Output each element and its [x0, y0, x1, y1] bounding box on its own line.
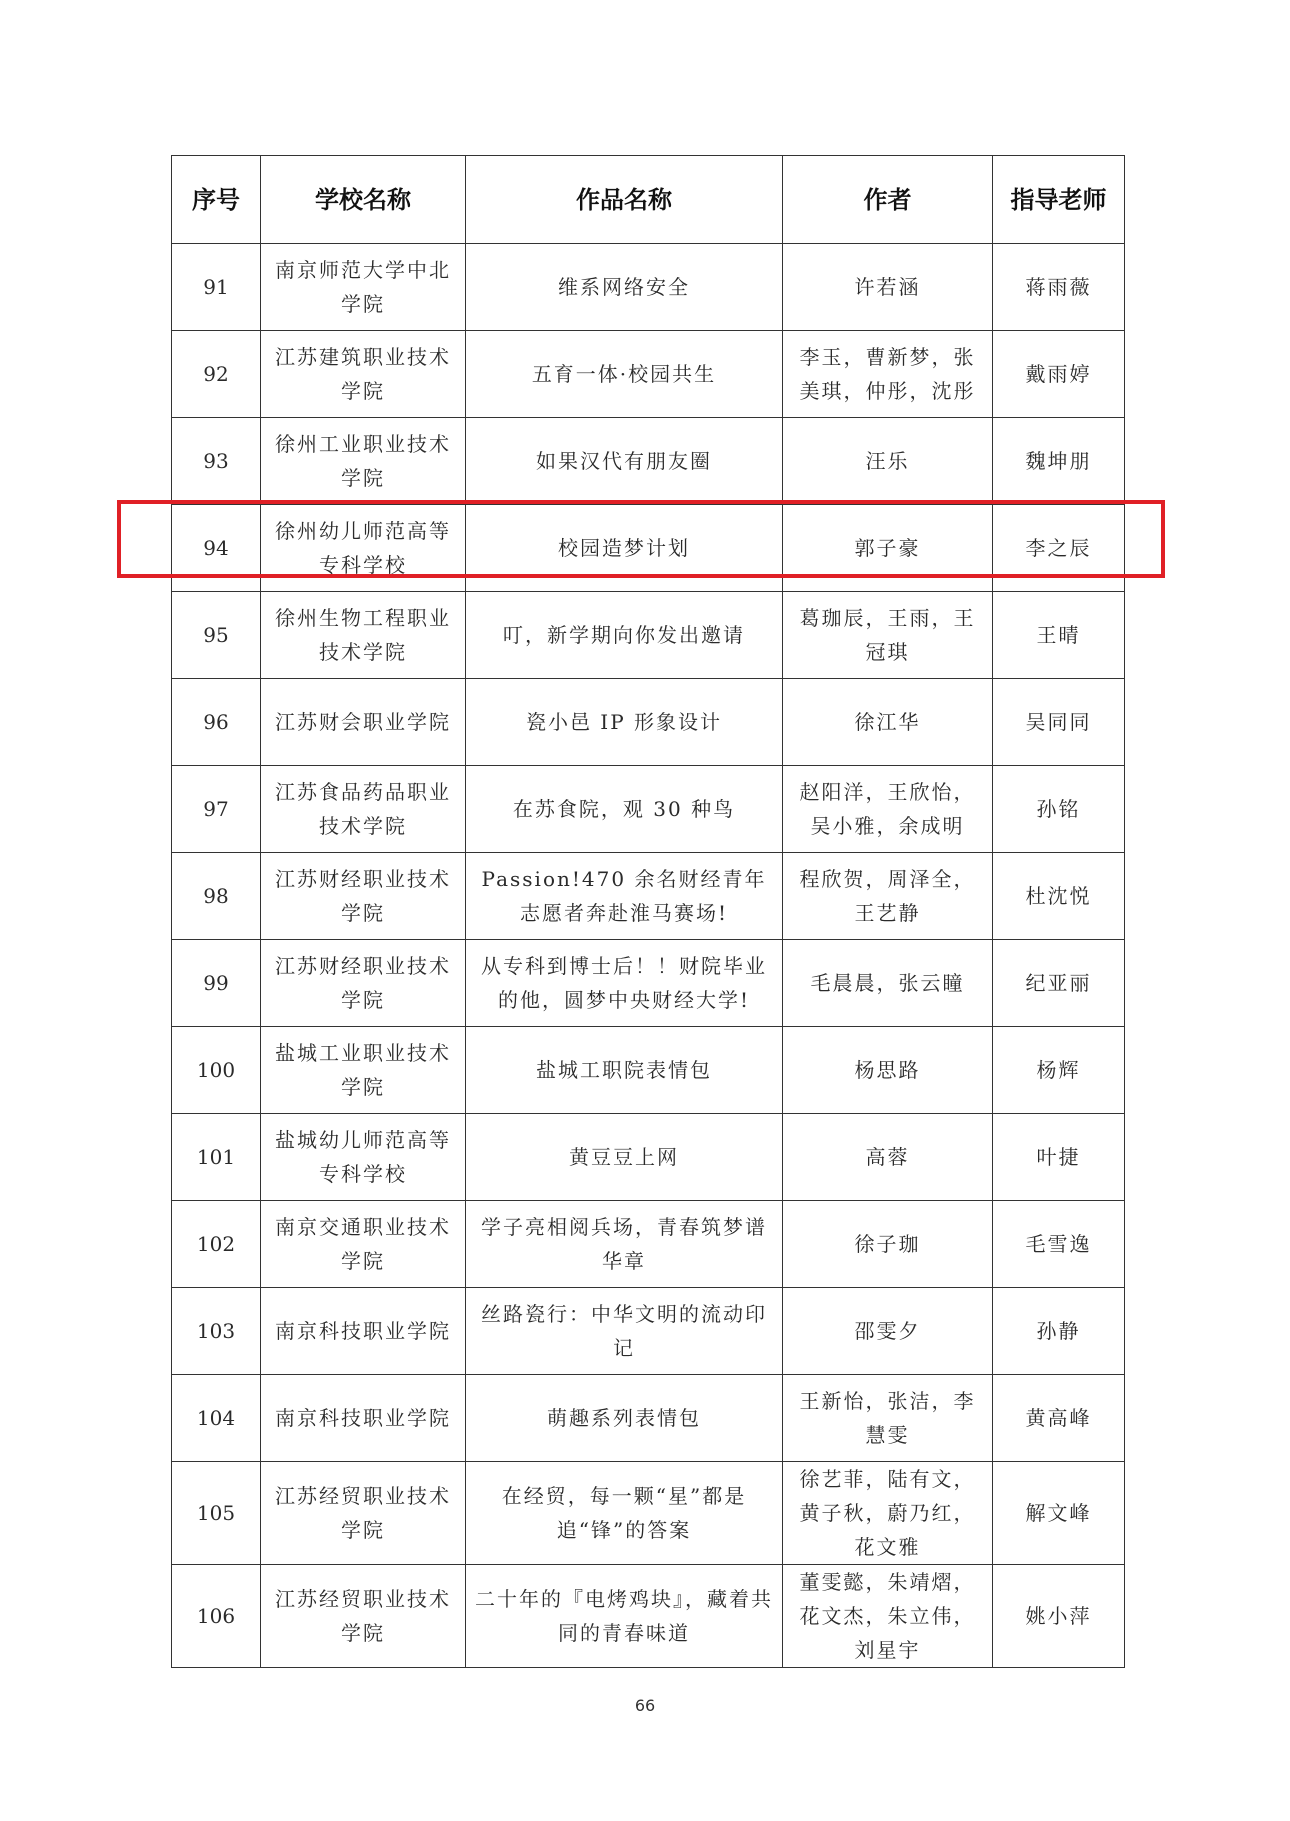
cell-seq: 100 [172, 1027, 261, 1114]
cell-school: 徐州生物工程职业技术学院 [261, 592, 466, 679]
cell-teacher: 黄高峰 [993, 1375, 1125, 1462]
cell-work: 萌趣系列表情包 [466, 1375, 783, 1462]
table-row [172, 766, 1125, 853]
cell-seq: 103 [172, 1288, 261, 1375]
table-row [172, 940, 1125, 1027]
page-number: 66 [634, 1696, 656, 1715]
cell-teacher: 毛雪逸 [993, 1201, 1125, 1288]
table-row [172, 1114, 1125, 1201]
award-table [171, 155, 1125, 1668]
table-body [172, 244, 1125, 1668]
cell-author: 董雯懿，朱靖熠，花文杰，朱立伟，刘星宇 [783, 1565, 993, 1668]
header-author: 作者 [783, 156, 993, 244]
cell-seq: 93 [172, 418, 261, 505]
cell-seq: 95 [172, 592, 261, 679]
cell-work: 在经贸，每一颗“星”都是追“锋”的答案 [466, 1462, 783, 1565]
cell-seq: 91 [172, 244, 261, 331]
cell-seq: 101 [172, 1114, 261, 1201]
table-row [172, 1565, 1125, 1668]
cell-work: 叮，新学期向你发出邀请 [466, 592, 783, 679]
cell-school: 南京师范大学中北学院 [261, 244, 466, 331]
cell-teacher: 吴同同 [993, 679, 1125, 766]
cell-seq: 102 [172, 1201, 261, 1288]
table-row [172, 1201, 1125, 1288]
cell-seq: 96 [172, 679, 261, 766]
cell-author: 徐子珈 [783, 1201, 993, 1288]
cell-school: 江苏财经职业技术学院 [261, 940, 466, 1027]
table-row [172, 505, 1125, 592]
cell-author: 邵雯夕 [783, 1288, 993, 1375]
cell-work: 从专科到博士后！！财院毕业的他，圆梦中央财经大学! [466, 940, 783, 1027]
cell-school: 盐城工业职业技术学院 [261, 1027, 466, 1114]
cell-author: 赵阳洋，王欣怡，吴小雅，余成明 [783, 766, 993, 853]
cell-school: 江苏经贸职业技术学院 [261, 1462, 466, 1565]
cell-teacher: 解文峰 [993, 1462, 1125, 1565]
cell-work: 黄豆豆上网 [466, 1114, 783, 1201]
cell-teacher: 孙铭 [993, 766, 1125, 853]
cell-work: 盐城工职院表情包 [466, 1027, 783, 1114]
cell-work: 五育一体·校园共生 [466, 331, 783, 418]
cell-teacher: 姚小萍 [993, 1565, 1125, 1668]
cell-seq: 105 [172, 1462, 261, 1565]
cell-author: 汪乐 [783, 418, 993, 505]
cell-author: 王新怡，张洁，李慧雯 [783, 1375, 993, 1462]
cell-work: 学子亮相阅兵场，青春筑梦谱华章 [466, 1201, 783, 1288]
cell-work: 丝路瓷行：中华文明的流动印记 [466, 1288, 783, 1375]
cell-school: 南京科技职业学院 [261, 1288, 466, 1375]
cell-school: 盐城幼儿师范高等专科学校 [261, 1114, 466, 1201]
cell-teacher: 李之辰 [993, 505, 1125, 592]
cell-author: 杨思路 [783, 1027, 993, 1114]
cell-teacher: 王晴 [993, 592, 1125, 679]
cell-teacher: 叶捷 [993, 1114, 1125, 1201]
cell-work: 二十年的『电烤鸡块』，藏着共同的青春味道 [466, 1565, 783, 1668]
cell-seq: 98 [172, 853, 261, 940]
cell-school: 江苏食品药品职业技术学院 [261, 766, 466, 853]
cell-school: 南京科技职业学院 [261, 1375, 466, 1462]
cell-seq: 94 [172, 505, 261, 592]
cell-teacher: 杜沈悦 [993, 853, 1125, 940]
cell-work: Passion!470 余名财经青年志愿者奔赴淮马赛场! [466, 853, 783, 940]
cell-seq: 99 [172, 940, 261, 1027]
table-row [172, 853, 1125, 940]
cell-author: 徐艺菲，陆有文，黄子秋，蔚乃红，花文雅 [783, 1462, 993, 1565]
cell-seq: 92 [172, 331, 261, 418]
cell-school: 徐州工业职业技术学院 [261, 418, 466, 505]
table-row [172, 331, 1125, 418]
table-row [172, 244, 1125, 331]
cell-work: 如果汉代有朋友圈 [466, 418, 783, 505]
header-teacher: 指导老师 [993, 156, 1125, 244]
cell-work: 瓷小邑 IP 形象设计 [466, 679, 783, 766]
cell-school: 南京交通职业技术学院 [261, 1201, 466, 1288]
table-row [172, 1027, 1125, 1114]
cell-school: 江苏建筑职业技术学院 [261, 331, 466, 418]
cell-teacher: 魏坤朋 [993, 418, 1125, 505]
cell-teacher: 戴雨婷 [993, 331, 1125, 418]
cell-work: 在苏食院，观 30 种鸟 [466, 766, 783, 853]
cell-work: 维系网络安全 [466, 244, 783, 331]
cell-work: 校园造梦计划 [466, 505, 783, 592]
cell-school: 江苏财经职业技术学院 [261, 853, 466, 940]
cell-seq: 104 [172, 1375, 261, 1462]
cell-school: 江苏财会职业学院 [261, 679, 466, 766]
header-school: 学校名称 [261, 156, 466, 244]
cell-teacher: 蒋雨薇 [993, 244, 1125, 331]
cell-seq: 97 [172, 766, 261, 853]
cell-seq: 106 [172, 1565, 261, 1668]
table-row [172, 592, 1125, 679]
table-row [172, 1462, 1125, 1565]
table-header-row [172, 156, 1125, 244]
cell-author: 李玉，曹新梦，张美琪，仲彤，沈彤 [783, 331, 993, 418]
cell-teacher: 孙静 [993, 1288, 1125, 1375]
table-row [172, 418, 1125, 505]
cell-author: 高蓉 [783, 1114, 993, 1201]
cell-school: 江苏经贸职业技术学院 [261, 1565, 466, 1668]
cell-author: 葛珈辰，王雨，王冠琪 [783, 592, 993, 679]
cell-author: 徐江华 [783, 679, 993, 766]
header-seq: 序号 [172, 156, 261, 244]
cell-teacher: 杨辉 [993, 1027, 1125, 1114]
cell-teacher: 纪亚丽 [993, 940, 1125, 1027]
table-row [172, 1375, 1125, 1462]
cell-school: 徐州幼儿师范高等专科学校 [261, 505, 466, 592]
cell-author: 程欣贺，周泽全，王艺静 [783, 853, 993, 940]
table-row [172, 1288, 1125, 1375]
cell-author: 许若涵 [783, 244, 993, 331]
cell-author: 郭子豪 [783, 505, 993, 592]
header-work: 作品名称 [466, 156, 783, 244]
cell-author: 毛晨晨，张云瞳 [783, 940, 993, 1027]
table-row [172, 679, 1125, 766]
